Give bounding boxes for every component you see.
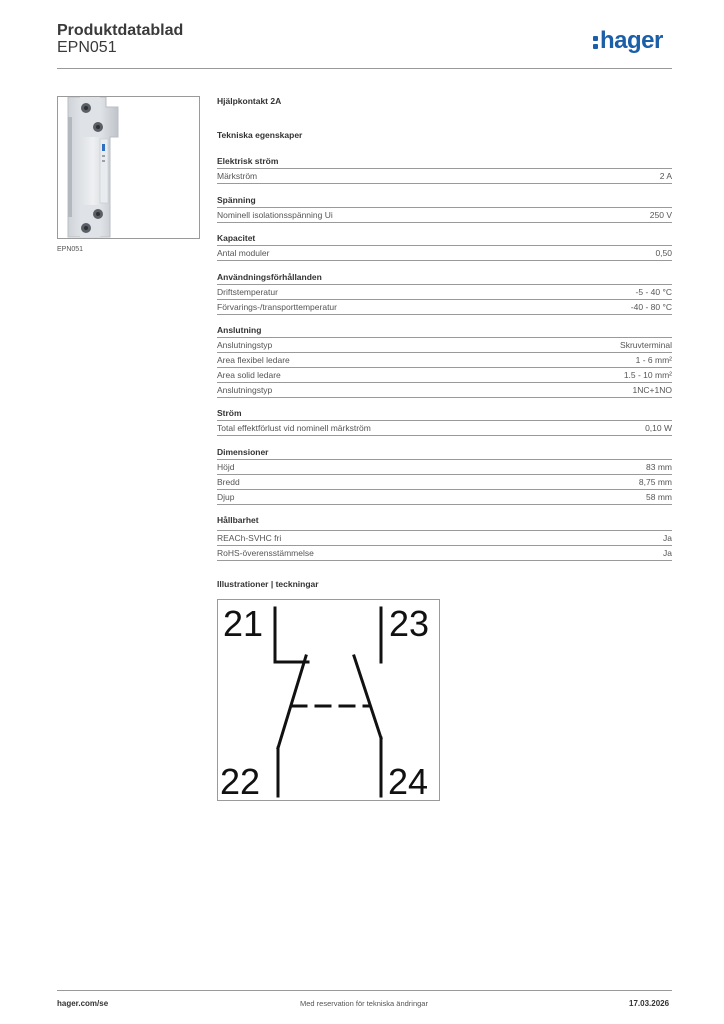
hager-logo (593, 28, 663, 54)
illustrations-heading: Illustrationer | teckningar (217, 579, 319, 589)
spec-label: Total effektförlust vid nominell märkström (217, 423, 371, 433)
section-title: Hållbarhet (217, 515, 259, 525)
auxiliary-contact-illustration (58, 97, 199, 238)
section-title: Ström (217, 408, 242, 418)
logo-dots-icon (593, 34, 599, 50)
spec-value: 83 mm (646, 462, 672, 472)
spec-row (217, 246, 672, 261)
footer-date: 17.03.2026 (629, 999, 670, 1008)
section-title: Spänning (217, 195, 256, 205)
section-title: Användningsförhållanden (217, 272, 322, 282)
section-title: Elektrisk ström (217, 156, 279, 166)
section-title: Dimensioner (217, 447, 269, 457)
spec-label: Bredd (217, 477, 240, 487)
spec-value: Ja (663, 533, 672, 543)
spec-value: 0,50 (655, 248, 672, 258)
spec-label: Höjd (217, 462, 235, 472)
spec-row (217, 460, 672, 475)
spec-value: 250 V (649, 210, 672, 220)
section-title: Anslutning (217, 325, 262, 335)
spec-value: -40 - 80 °C (630, 302, 672, 312)
spec-value: 8,75 mm (638, 477, 672, 487)
logo-text: hager (600, 27, 663, 54)
product-image-caption: EPN051 (57, 246, 84, 253)
spec-label: Nominell isolationsspänning Ui (217, 210, 333, 220)
spec-label: Märkström (217, 171, 258, 181)
spec-row (217, 368, 672, 383)
spec-row (217, 383, 672, 398)
product-image (57, 96, 200, 239)
spec-row (217, 546, 672, 561)
terminal-22: 22 (220, 761, 261, 800)
footer-website: hager.com/se (57, 999, 109, 1008)
spec-label: Antal moduler (217, 248, 270, 258)
spec-value: 58 mm (646, 492, 672, 502)
product-code: EPN051 (57, 39, 117, 56)
spec-value: 1NC+1NO (632, 385, 672, 395)
spec-value: 0,10 W (645, 423, 672, 433)
spec-value: Ja (663, 548, 672, 558)
document-title: Produktdatablad (57, 22, 184, 39)
spec-row (217, 353, 672, 368)
spec-label: RoHS-överensstämmelse (217, 548, 314, 558)
tech-properties-heading: Tekniska egenskaper (217, 130, 303, 140)
spec-row (217, 208, 672, 223)
spec-label: Area solid ledare (217, 370, 281, 380)
spec-label: Förvarings-/transporttemperatur (217, 302, 337, 312)
spec-row (217, 300, 672, 315)
product-name: Hjälpkontakt 2A (217, 96, 282, 106)
spec-value: -5 - 40 °C (635, 287, 672, 297)
header-divider (57, 68, 672, 69)
terminal-21: 21 (223, 603, 264, 644)
spec-row (217, 169, 672, 184)
schematic-drawing (218, 600, 439, 800)
spec-row (217, 338, 672, 353)
terminal-23: 23 (389, 603, 430, 644)
spec-value: 2 A (659, 171, 672, 181)
terminal-24: 24 (388, 761, 429, 800)
spec-label: Djup (217, 492, 235, 502)
spec-label: Driftstemperatur (217, 287, 278, 297)
footer-disclaimer: Med reservation för tekniska ändringar (300, 999, 428, 1008)
footer-divider (57, 990, 672, 991)
nc-switch-blade (278, 656, 306, 748)
spec-row (217, 285, 672, 300)
spec-value: 1 - 6 mm² (635, 355, 672, 365)
spec-row (217, 490, 672, 505)
spec-value: Skruvterminal (620, 340, 672, 350)
section-title: Kapacitet (217, 233, 256, 243)
spec-row (217, 531, 672, 546)
spec-label: Anslutningstyp (217, 340, 273, 350)
spec-row (217, 475, 672, 490)
spec-row (217, 421, 672, 436)
spec-label: REACh-SVHC fri (217, 533, 282, 543)
spec-label: Area flexibel ledare (217, 355, 290, 365)
no-switch-blade (354, 656, 381, 738)
spec-value: 1.5 - 10 mm² (623, 370, 672, 380)
contact-schematic (217, 599, 440, 801)
spec-label: Anslutningstyp (217, 385, 273, 395)
